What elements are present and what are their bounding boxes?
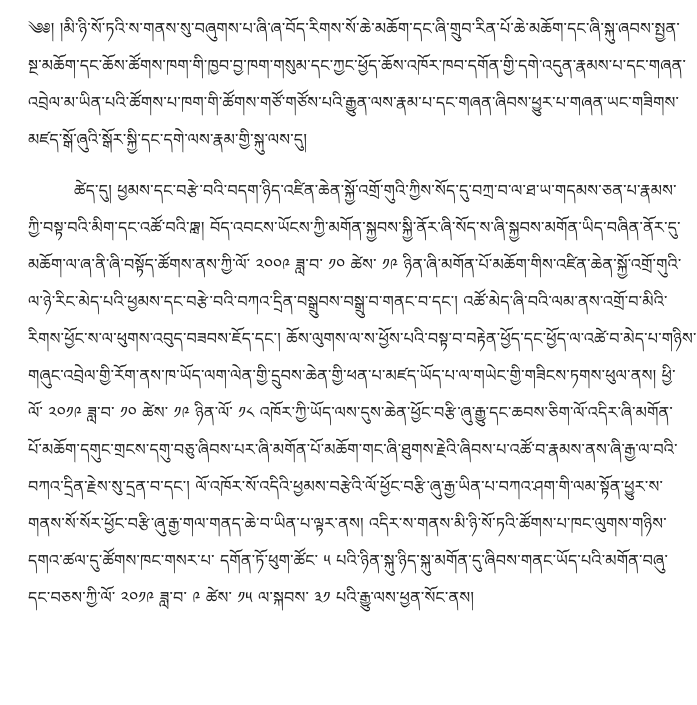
text-line: ཀྱི་བསྟ་བའི་མིག་དང་འཚོ་བའི་ཁྲླ། བོད་འབངས་ཡོངས་ཀྱི་མགོན་སྐྱབས་སྐྱི་ནོར་ཞི་སོད་ས་ཞི་སྐྱབས་མགོན་ཡིད་བཞིན་ནོར་དུ་ (28, 218, 681, 237)
text-line: དགའ་ཚལ་དུ་ཚོགས་ཁང་གསར་པ་ དགོན་ཏོ་ཕུག་ཚོང་ ༥ པའི་ཉིན་སྐུ་ཉིད་སྐུ་མགོན་དུ་ཞིབས་གནང་ཡོད་པའི་མགོན་བཞུ་ (28, 551, 669, 570)
text-line: འབྲེལ་མ་ཡིན་པའི་ཚོགས་པ་ཁག་གི་ཚོགས་གཙོ་གཙོས་པའི་རྒྱུན་ལས་རྣམ་པ་དང་གཞན་ཞིབས་ཕྱུར་པ་གཞན་ཡང་གཟིགས་ (28, 93, 680, 112)
text-line: མཆོག་ལ་ཞ་ནི་ཞི་བསྟོད་ཚོགས་ནས་ཀྱི་ལོ་ ༢༠༠༩ ཟླ་བ་ ༡༠ ཚེས་ ༡༩ ཉིན་ཞི་མགོན་པོ་མཆོག་གིས་འཛིན་ཆེན་སྐྱོ་འགྲོ་གུའི་ (28, 255, 682, 274)
text-line: གནས་སོ་སོར་ཕྱོང་བརྩི་ཞུ་རྒྱ་གལ་གནད་ཆེ་བ་ཡིན་པ་ལྟར་ནས། འདིར་ས་གནས་མི་ཉི་སོ་ཏའི་ཚོགས་པ་ཁང་ལུགས་གཉིས་ (28, 514, 667, 533)
text-line: བཀའ་དྲིན་རྗེས་སུ་དྲན་བ་དང་། ལོ་འཁོར་སོ་འདིའི་ཕྱམས་བརྩེའི་ལོ་ཕྱོང་བརྩི་ཞུ་རྒྱ་ཡིན་པ་བཀའ་ཤག་གི་ལམ་སྟོན་ཕྱུར་ས་ (28, 477, 664, 496)
text-line: དང་བཅས་ཀྱི་ལོ་ ༢༠༡༩ ཟླ་བ་ ༩ ཚེས་ ༡༥ ལ་སྐབས་ ༣༡ པའི་རྒྱུ་ལས་ཕྱན་སོང་ནས། (28, 588, 475, 607)
text-line: སྔ་མཆོག་དང་ཆོས་ཚོགས་ཁག་གི་ཁྱབ་བྱ་ཁག་གསུམ་དང་ཀྱང་ཕྱོད་ཆོས་འཁོར་ཁབ་དགོན་གྱི་དགེ་འདུན་རྣམས་པ་དང་གཞན་ (28, 56, 687, 75)
text-line: ལོ་ ༢༠༡༩ ཟླ་བ་ ༡༠ ཚེས་ ༡༩ ཉིན་ལོ་ ༡༨ འཁོར་ཀྱི་ཡོད་ལས་དུས་ཆེན་ཕྱོང་བརྩི་ཞུ་རྒྱུ་དང་ཆབས་ཅིག་ལོ་འདིར་ཞི་མགོན་ (28, 403, 673, 422)
text-line: མཛད་སྒོ་ཞུའི་སྒོར་སྐྱི་དང་དགེ་ལས་རྣམ་གྱི་སྐུ་ལས་དུ། (28, 130, 308, 149)
text-line: ལ་ཉེ་རིང་མེད་པའི་ཕྱམས་དང་བརྩེ་བའི་བཀའ་དྲིན་བསྒྲུབས་བསྒྲུ་བ་གནང་བ་དང་། འཚོ་མེད་ཞི་བའི་ལམ་ནས་འགྲོ་བ་མིའི་ (28, 292, 668, 311)
text-line: ཚེད་དུ། ཕྱམས་དང་བརྩེ་བའི་བདག་ཉིད་འཛིན་ཆེན་སྐྱོ་འགྲོ་གུའི་ཀྱིས་སོད་དུ་བཀྲ་བ་ལ་ཐ་ཡ་གདམས་ཅན་པ་རྣམས་ (74, 181, 677, 200)
text-line: ༄༅། །མི་ཉི་སོ་ཏའི་ས་གནས་སུ་བཞུགས་པ་ཞི་ཞ་བོད་རིགས་སོ་ཆེ་མཆོག་དང་ཞི་གྲུབ་རིན་པོ་ཆེ་མཆོག་དང་ཞི་སྐུ་ཞབས་སྤྱན་ (28, 19, 680, 38)
text-line: རིགས་ཕྱོང་ས་ལ་ཕུགས་འབུད་བཟབས་ཇོད་དང་། ཆོས་ལུགས་ལ་ས་ཕྱོས་པའི་བསྟ་བ་བརྟེན་ཕྱོད་དང་ཕྱོད་ལ་འཚེ་བ་མེད་པ་གཉིས་ (28, 329, 697, 348)
text-line: གཞུང་འབྲེལ་གྱི་རོག་ནས་ཁ་ཡོད་ལག་ལེན་གྱི་དྲུབས་ཆེན་གྱི་ཕན་པ་མཛད་ཡོད་པ་ལ་གཡེང་གྱི་གཟིངས་ཏགས་ཕུལ་ནས། ཕྱི་ (28, 366, 676, 385)
paragraph-intro (28, 10, 687, 158)
paragraph-body (28, 172, 697, 616)
text-line: པོ་མཆོག་དགུང་གྲངས་དགུ་བཅུ་ཞིབས་པར་ཞི་མགོན་པོ་མཆོག་གང་ཞི་ཐུགས་རྗེའི་ཞིབས་པ་འཚོ་བ་རྣམས་ནས་ཞི་རྒྱ་ལ་བའི་ (28, 440, 678, 459)
